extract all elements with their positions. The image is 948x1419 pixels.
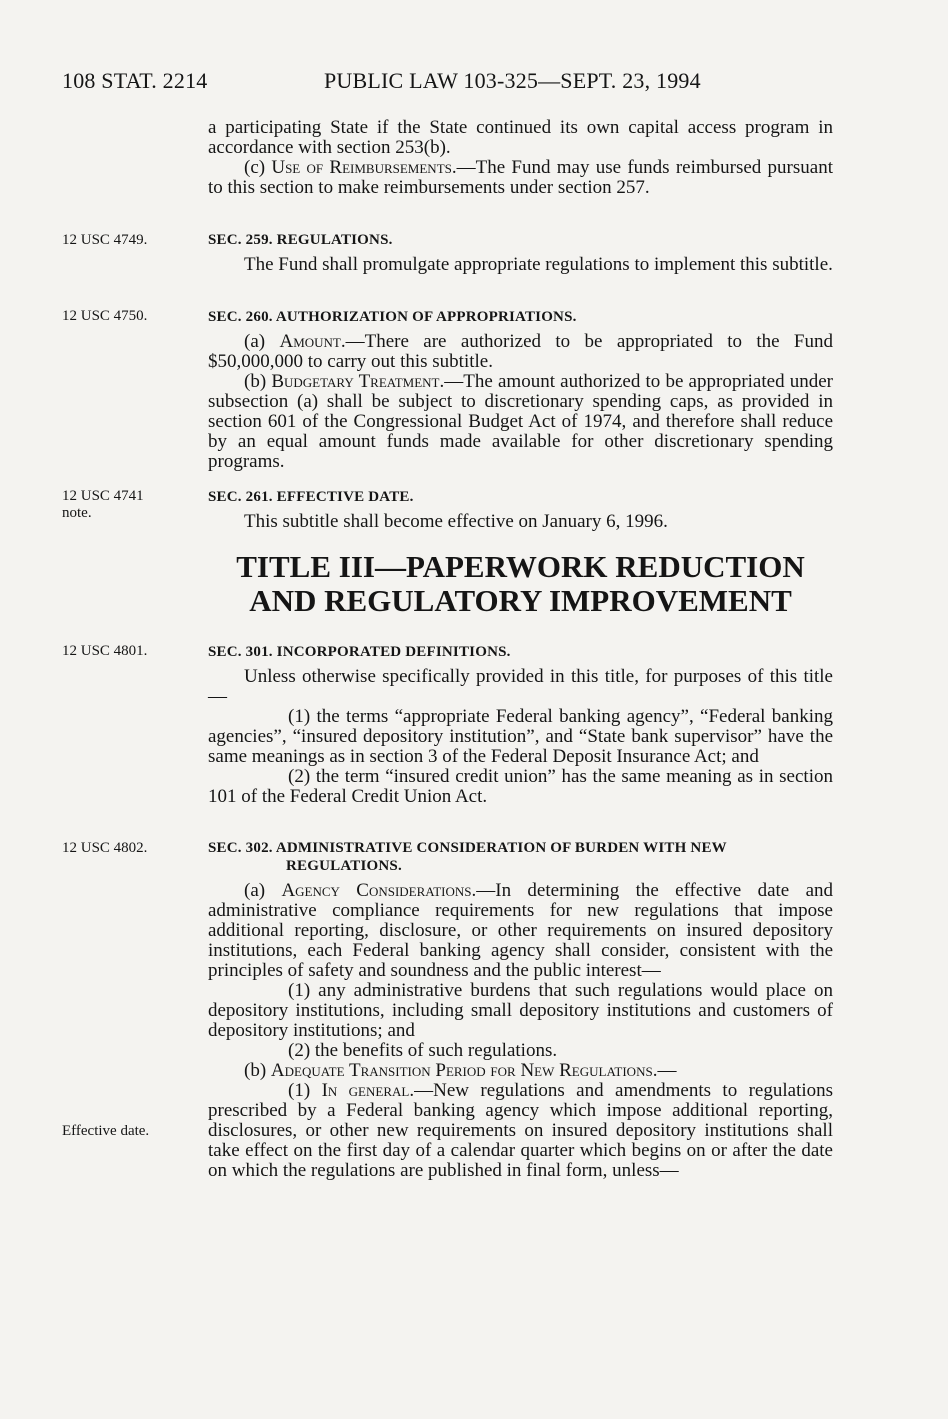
section-302-b: (b) Adequate Transition Period for New Regulations.— (244, 1060, 677, 1081)
margin-note-4750: 12 USC 4750. (62, 308, 148, 324)
section-301-item-2: (2) the term “insured credit union” has the same meaning as in section 101 of the Federal Credit Union Act. (208, 766, 833, 807)
section-301 (208, 643, 833, 807)
margin-note-4802: 12 USC 4802. (62, 840, 148, 856)
continued-text (208, 118, 833, 198)
section-259-heading: SEC. 259. REGULATIONS. (208, 232, 393, 248)
section-302-a-1: (1) any administrative burdens that such regulations would place on depository institutions, including small depository institutions and customers of depository institutions; and (208, 980, 833, 1041)
section-259-text: The Fund shall promulgate appropriate regulations to implement this subtitle. (244, 254, 833, 275)
title-line-2: AND REGULATORY IMPROVEMENT (249, 583, 792, 618)
section-301-heading: SEC. 301. INCORPORATED DEFINITIONS. (208, 644, 511, 660)
subsection-c: (c) Use of Reimbursements.—The Fund may use funds reimbursed pursuant to this section to make reimbursements under section 257. (208, 157, 833, 198)
section-260-b: (b) Budgetary Treatment.—The amount authorized to be appropriated under subsection (a) shall be subject to discretionary spending caps, as provided in section 601 of the Congressional Budget Act of 1974, and therefore shall reduce by an equal amount funds made available for other discretionary spending programs. (208, 371, 834, 472)
section-260 (208, 308, 833, 472)
section-261-heading: SEC. 261. EFFECTIVE DATE. (208, 489, 414, 505)
title-line-1: TITLE III—PAPERWORK REDUCTION (236, 549, 805, 584)
section-260-heading: SEC. 260. AUTHORIZATION OF APPROPRIATIONS. (208, 309, 577, 325)
section-302-heading: SEC. 302. ADMINISTRATIVE CONSIDERATION OF BURDEN WITH NEW REGULATIONS. (208, 840, 727, 874)
section-259 (208, 231, 833, 275)
section-301-item-1: (1) the terms “appropriate Federal banking agency”, “Federal banking agencies”, “insured depository institution”, and “State bank supervisor” have the same meanings as in section 3 of the Federal Deposit Insurance Act; and (208, 706, 833, 767)
margin-note-effective-date: Effective date. (62, 1123, 150, 1139)
title-heading (208, 550, 833, 618)
page-number: 108 STAT. 2214 (62, 68, 208, 93)
continued-paragraph: a participating State if the State continued its own capital access program in accordance with section 253(b). (208, 117, 833, 158)
margin-note-4749: 12 USC 4749. (62, 232, 148, 248)
section-302-b-1: (1) In general.—New regulations and amendments to regulations prescribed by a Federal banking agency which impose additional reporting, disclosures, or other new requirements on insured depository institutions shall take effect on the first day of a calendar quarter which begins on or after the date on which the regulations are published in final form, unless— (208, 1080, 834, 1181)
section-302 (208, 839, 833, 1181)
section-301-intro: Unless otherwise specifically provided in this title, for purposes of this title— (208, 666, 833, 707)
section-302-a: (a) Agency Considerations.—In determining the effective date and administrative compliance requirements for new regulations that impose additional reporting, disclosure, or other requirements on insured depository institutions, each Federal banking agency shall consider, consistent with the principles of safety and soundness and the public interest— (208, 880, 834, 981)
section-260-a: (a) Amount.—There are authorized to be appropriated to the Fund $50,000,000 to carry out this subtitle. (208, 331, 833, 372)
section-302-a-2: (2) the benefits of such regulations. (288, 1040, 558, 1061)
section-261 (208, 488, 833, 532)
section-261-text: This subtitle shall become effective on January 6, 1996. (244, 511, 668, 532)
law-citation: PUBLIC LAW 103-325—SEPT. 23, 1994 (324, 68, 701, 93)
margin-note-4801: 12 USC 4801. (62, 643, 148, 659)
margin-note-4741: 12 USC 4741 note. (62, 488, 144, 521)
